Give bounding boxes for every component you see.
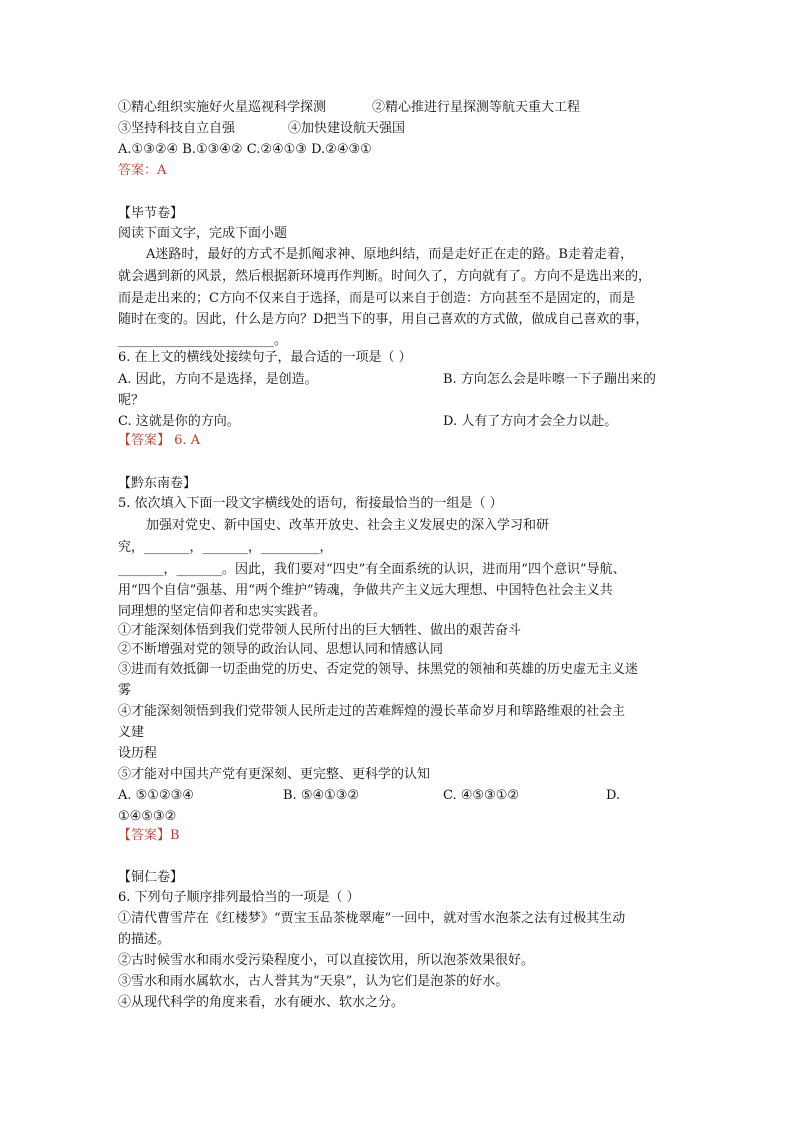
passage-line: _______，_______。因此，我们要对“四史”有全面系统的认识，进而用“四个意识”导航、 (118, 562, 626, 577)
choice-c: C. ④⑤③①② (443, 788, 520, 803)
option-5: ⑤才能对中国共产党有更深刻、更完整、更科学的认知 (118, 767, 431, 782)
option-4: ④加快建设航天强国 (288, 121, 406, 136)
option-3-cont: 雾 (118, 683, 132, 698)
answer: 答案：A (118, 163, 167, 178)
passage-line: 同理想的坚定信仰者和忠实实践者。 (118, 604, 327, 619)
option-2: ②不断增强对党的领导的政治认同、思想认同和情感认同 (118, 642, 444, 657)
option-c: C. 这就是你的方向。 (118, 414, 240, 429)
option-b: B. 方向怎么会是咔嚓一下子蹦出来的 (443, 372, 656, 387)
choice-a: A. ⑤①②③④ (118, 788, 194, 803)
passage-line: 随时在变的。因此，什么是方向？D把当下的事，用自己喜欢的方式做，做成自己喜欢的事， (118, 312, 649, 327)
option-4: ④才能深刻领悟到我们党带领人民所走过的苦难辉煌的漫长革命岁月和筚路维艰的社会主 (118, 704, 626, 719)
option-4-cont: 设历程 (118, 746, 158, 761)
sentence-4: ④从现代科学的角度来看，水有硬水、软水之分。 (118, 995, 405, 1010)
sentence-1: ①清代曹雪芹在《红楼梦》“贾宝玉品茶栊翠庵”一回中，就对雪水泡茶之法有过极其生动 (118, 911, 626, 926)
option-b-cont: 呢？ (118, 393, 145, 408)
sentence-2: ②古时候雪水和雨水受污染程度小，可以直接饮用，所以泡茶效果很好。 (118, 953, 535, 968)
option-1: ①精心组织实施好火星巡视科学探测 (118, 100, 327, 115)
answer: 【答案】 6. A (118, 433, 201, 448)
option-2: ②精心推进行星探测等航天重大工程 (372, 100, 581, 115)
choice-b: B. ⑤④①③② (283, 788, 360, 803)
sentence-1-cont: 的描述。 (118, 932, 171, 947)
option-a: A. 因此，方向不是选择，是创造。 (118, 372, 318, 387)
passage-line: 加强对党史、新中国史、改革开放史、社会主义发展史的深入学习和研 (146, 518, 550, 533)
option-d: D. 人有了方向才会全力以赴。 (443, 414, 618, 429)
passage-line: 究，_______，_______，_________， (118, 540, 333, 555)
option-line (118, 98, 581, 117)
passage-line: 就会遇到新的风景，然后根据新环境再作判断。时间久了，方向就有了。方向不是选出来的， (118, 269, 652, 284)
passage-line: 而是走出来的；C方向不仅来自于选择，而是可以来自于创造：方向甚至不是固定的，而是 (118, 291, 635, 306)
section-header: 【毕节卷】 (118, 206, 184, 221)
choice-d: D. (606, 788, 621, 803)
choices: A.①③②④ B.①③④② C.②④①③ D.②④③① (118, 142, 372, 157)
section-header: 【黔东南卷】 (118, 476, 197, 491)
choice-d-cont: ①④⑤③② (118, 809, 177, 824)
passage-line: A迷路时，最好的方式不是抓阄求神、原地纠结，而是走好正在走的路。B走着走着， (146, 247, 633, 262)
passage-line: 用“四个自信”强基、用“两个维护”铸魂，争做共产主义远大理想、中国特色社会主义共 (118, 583, 613, 598)
question: 6. 下列句子顺序排列最恰当的一项是（ ） (118, 890, 360, 905)
option-1: ①才能深刻体悟到我们党带领人民所付出的巨大牺牲、做出的艰苦奋斗 (118, 623, 522, 638)
option-3: ③坚持科技自立自强 (118, 121, 236, 136)
instruction: 阅读下面文字，完成下面小题 (118, 226, 288, 241)
passage-blank: ________________________。 (118, 333, 288, 348)
option-4-cont: 义建 (118, 725, 145, 740)
sentence-3: ③雪水和雨水属软水，古人誉其为“天泉”，认为它们是泡茶的好水。 (118, 974, 509, 989)
section-header: 【铜仁卷】 (118, 870, 184, 885)
option-3: ③进而有效抵御一切歪曲党的历史、否定党的领导、抹黑党的领袖和英雄的历史虚无主义迷 (118, 662, 639, 677)
question: 5. 依次填入下面一段文字横线处的语句，衔接最恰当的一组是（ ） (118, 496, 503, 511)
question: 6. 在上文的横线处接续句子，最合适的一项是（ ） (118, 350, 412, 365)
answer: 【答案】B (118, 828, 180, 843)
option-line (118, 119, 406, 138)
